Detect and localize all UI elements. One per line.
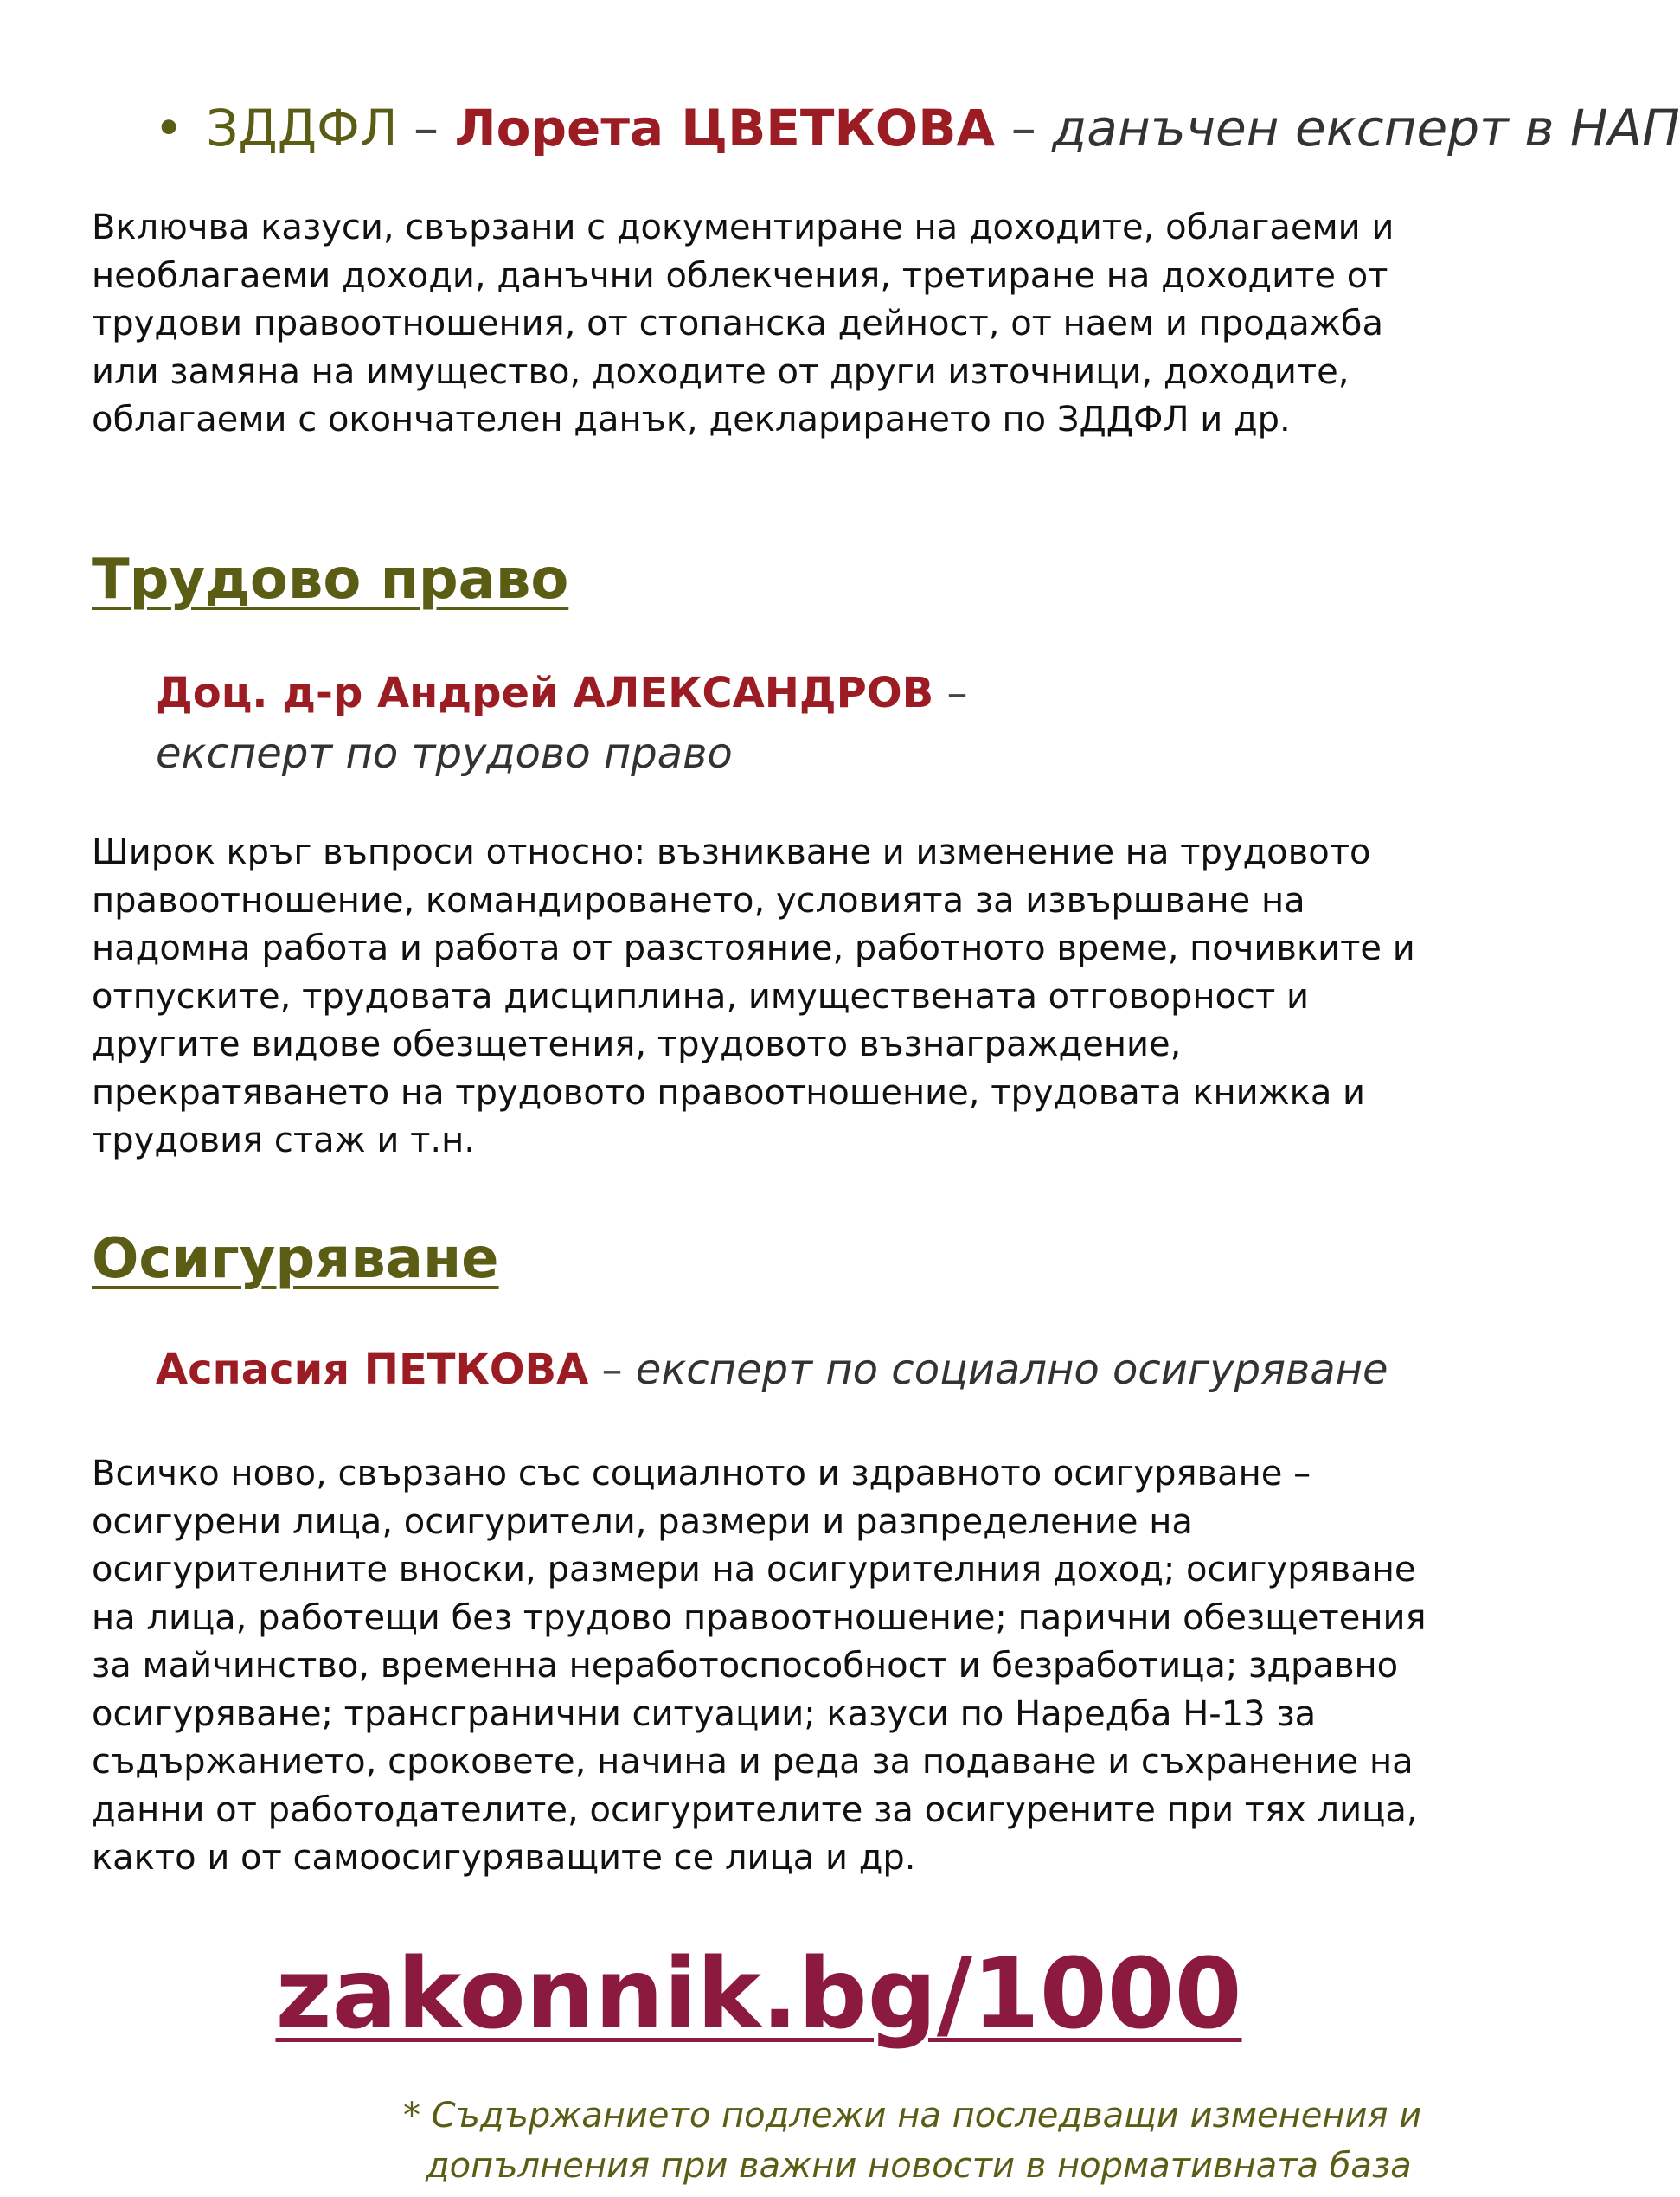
footnote-line: допълнения при важни новости в нормативната база — [426, 2146, 1412, 2186]
footnote-line: * Съдържанието подлежи на последващи изменения и — [403, 2096, 1422, 2136]
law-title: ЗДДФЛ — [206, 99, 398, 157]
labor-expert — [156, 663, 968, 784]
labor-heading: Трудово право — [92, 548, 569, 612]
expert-name: Доц. д-р Андрей АЛЕКСАНДРОВ — [156, 669, 934, 717]
expert-role: данъчен експерт в НАП — [1052, 99, 1680, 157]
expert-name: Лорета ЦВЕТКОВА — [454, 99, 996, 157]
website-link[interactable]: zakonnik.bg/1000 — [275, 1938, 1242, 2051]
separator: – — [414, 99, 439, 157]
insurance-heading: Осигуряване — [92, 1227, 499, 1291]
bullet-icon: • — [154, 99, 184, 157]
expert-role: експерт по трудово право — [156, 729, 733, 778]
insurance-description: Всичко ново, свързано със социалното и здравното осигуряване – осигурени лица, осигурители, размери и разпределение на осигурителните вноски, размери на осигурителния доход; осигуряване на лица, работещи без трудово правоотношение; парични обезщетения за майчинство, временна неработоспособност и безработица; здравно осигуряване; трансгранични ситуации; казуси по Наредба Н-13 за съдържанието, сроковете, начина и реда за подаване и съхранение на данни от работодателите, осигурителите за осигурените при тях лица, както и от самоосигуряващите се лица и др. — [92, 1454, 1427, 1878]
expert-role: експерт по социално осигуряване — [635, 1346, 1388, 1394]
separator: – — [946, 669, 968, 717]
separator: – — [601, 1346, 623, 1394]
insurance-expert — [156, 1339, 1388, 1400]
footnote — [403, 2091, 1483, 2191]
zddfl-expert-line — [154, 93, 1680, 163]
labor-description: Широк кръг въпроси относно: възникване и изменение на трудовото правоотношение, командироването, условията за извършване на надомна работа и работа от разстояние, работното време, почивките и отпуските, трудовата дисциплина, имуществената отговорност и другите видове обезщетения, трудовото възнаграждение, прекратяването на трудовото правоотношение, трудовата книжка и трудовия стаж и т.н. — [92, 832, 1415, 1160]
separator: – — [1010, 99, 1036, 157]
expert-name: Аспасия ПЕТКОВА — [156, 1346, 589, 1394]
zddfl-description: Включва казуси, свързани с документиране на доходите, облагаеми и необлагаеми доходи, данъчни облекчения, третиране на доходите от трудови правоотношения, от стопанска дейност, от наем и продажба или замяна на имущество, доходите от други източници, доходите, облагаеми с окончателен данък, декларирането по ЗДДФЛ и др. — [92, 208, 1395, 440]
